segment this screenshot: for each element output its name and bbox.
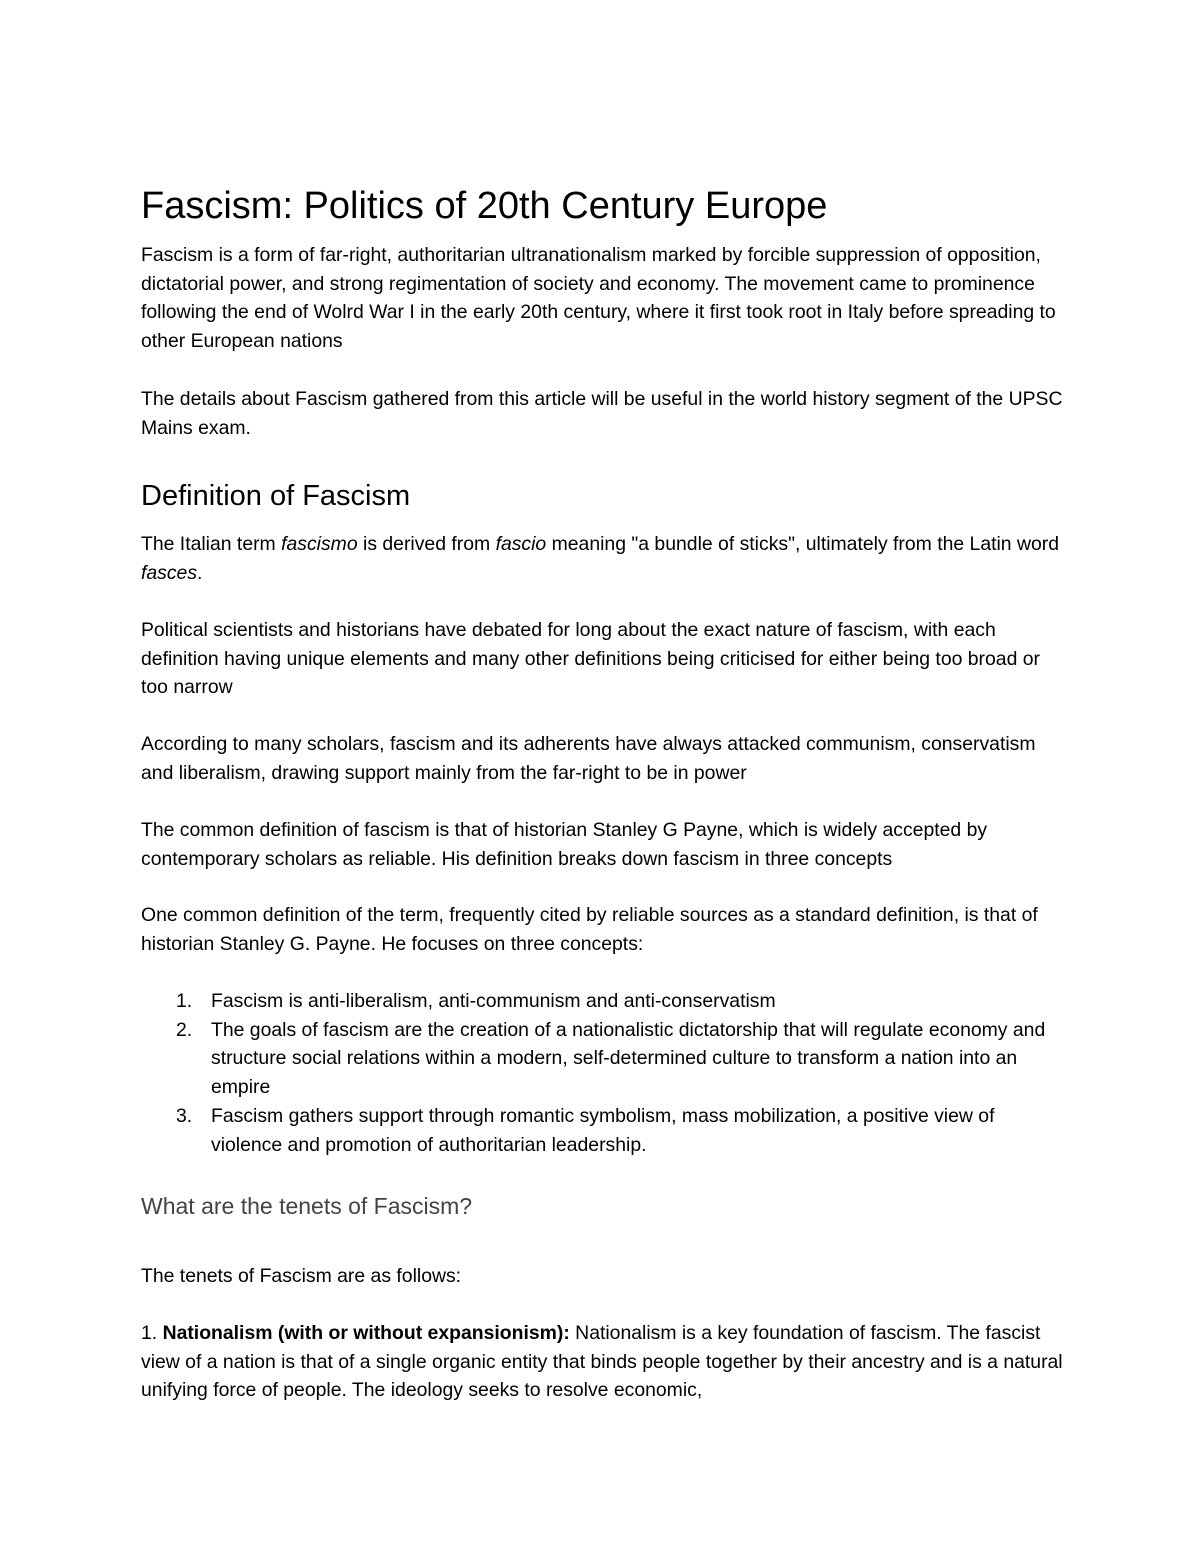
term-fasces: fasces	[141, 561, 198, 584]
list-item-text: Fascism is anti-liberalism, anti-communism and anti-conservatism	[211, 990, 776, 1012]
definition-paragraph-1	[141, 530, 1066, 587]
list-item	[141, 1016, 1066, 1102]
definition-p1-text-1: The Italian term	[141, 533, 282, 555]
tenets-heading: What are the tenets of Fascism?	[141, 1193, 473, 1219]
list-item	[141, 987, 1066, 1016]
definition-paragraph-5: One common definition of the term, frequently cited by reliable sources as a standard definition, is that of historian Stanley G. Payne. He focuses on three concepts:	[141, 904, 1038, 955]
list-item-number: 1.	[176, 990, 193, 1012]
definition-paragraph-2: Political scientists and historians have debated for long about the exact nature of fascism, with each definition having unique elements and many other definitions being criticised for either being too broad or too narrow	[141, 619, 1040, 699]
tenet-number: 1.	[141, 1322, 163, 1344]
intro-paragraph-1: Fascism is a form of far-right, authoritarian ultranationalism marked by forcible suppression of opposition, dictatorial power, and strong regimentation of society and economy. The movement came to prominence following the end of Wolrd War I in the early 20th century, where it first took root in Italy before spreading to other European nations	[141, 244, 1056, 353]
tenets-intro: The tenets of Fascism are as follows:	[141, 1265, 462, 1287]
list-item-number: 2.	[176, 1018, 193, 1041]
tenet-title: Nationalism (with or without expansionism):	[162, 1322, 570, 1344]
tenet-text: Nationalism is a key foundation of fascism. The fascist view of a nation is that of a single organic entity that binds people together by their ancestry and is a natural unifying force of people. The ideology seeks to resolve economic,	[141, 1322, 1063, 1402]
page-title: Fascism: Politics of 20th Century Europe	[141, 185, 828, 227]
list-item-text: The goals of fascism are the creation of a nationalistic dictatorship that will regulate economy and structure social relations within a modern, self-determined culture to transform a nation into an empire	[211, 1018, 1046, 1099]
payne-concepts-list	[141, 987, 1066, 1159]
definition-p1-text-2: is derived from	[357, 533, 496, 555]
intro-paragraph-2: The details about Fascism gathered from this article will be useful in the world history segment of the UPSC Mains exam.	[141, 388, 1063, 439]
list-item	[141, 1102, 1066, 1159]
definition-paragraph-4: The common definition of fascism is that of historian Stanley G Payne, which is widely accepted by contemporary scholars as reliable. His definition breaks down fascism in three concepts	[141, 819, 988, 870]
definition-paragraph-3: According to many scholars, fascism and its adherents have always attacked communism, conservatism and liberalism, drawing support mainly from the far-right to be in power	[141, 733, 1036, 784]
definition-p1-text-3: meaning "a bundle of sticks", ultimately from the Latin word	[546, 533, 1060, 555]
tenet-nationalism	[141, 1319, 1066, 1405]
term-fascismo: fascismo	[281, 533, 358, 555]
definition-heading: Definition of Fascism	[141, 480, 411, 512]
list-item-text: Fascism gathers support through romantic symbolism, mass mobilization, a positive view of violence and promotion of authoritarian leadership.	[211, 1104, 995, 1156]
definition-p1-text-4: .	[197, 561, 203, 584]
list-item-number: 3.	[176, 1104, 193, 1127]
term-fascio: fascio	[495, 533, 547, 555]
